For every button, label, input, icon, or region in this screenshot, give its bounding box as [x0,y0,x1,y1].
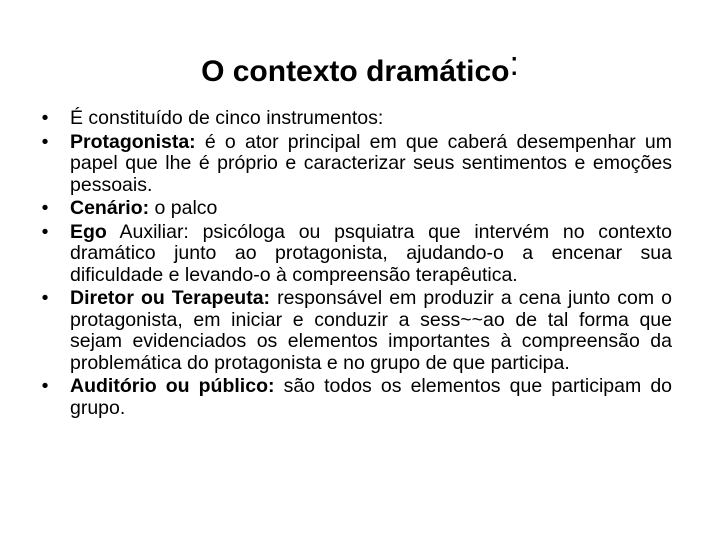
bullet-icon: • [41,197,49,219]
bullet-item-protagonista [38,132,672,197]
slide-title-text: O contexto dramático [201,55,510,88]
bullet-item-cenario [38,198,672,220]
slide-title [0,45,720,94]
bullet-item-auditorio [38,376,672,419]
bullet-term: Diretor ou Terapeuta: [70,287,271,309]
bullet-list [38,108,672,421]
slide-title-colon: : [509,45,519,83]
bullet-term: Ego [70,220,107,243]
bullet-term: Protagonista: [70,130,196,153]
bullet-icon: • [41,220,49,243]
bullet-text: Auxiliar: psicóloga ou psquiatra que intervém no contexto dramático junto ao protagonista, ajudando-o a encenar sua dificuldade e levando-o à compreensão terapêutica. [70,220,672,286]
bullet-item-constituicao [38,108,672,130]
bullet-icon: • [41,107,49,129]
bullet-icon: • [41,287,49,309]
bullet-text: É constituído de cinco instrumentos: [70,107,384,129]
bullet-icon: • [41,375,49,397]
bullet-item-diretor [38,288,672,374]
bullet-text: responsável em produzir a cena junto com o protagonista, em iniciar e conduzir a sess~~ao de tal forma que sejam evidenciados os elementos importantes à compreensão da problemática do protagonista e no grupo de que participa. [70,287,673,374]
bullet-text: o palco [149,197,218,219]
bullet-item-ego-auxiliar [38,222,672,287]
bullet-text: é o ator principal em que caberá desempenhar um papel que lhe é próprio e caracterizar seus sentimentos e emoções pessoais. [70,130,672,196]
bullet-icon: • [41,130,49,153]
bullet-term: Auditório ou público: [70,375,275,397]
bullet-term: Cenário: [70,197,150,219]
bullet-text: são todos os elementos que participam do grupo. [70,375,673,419]
